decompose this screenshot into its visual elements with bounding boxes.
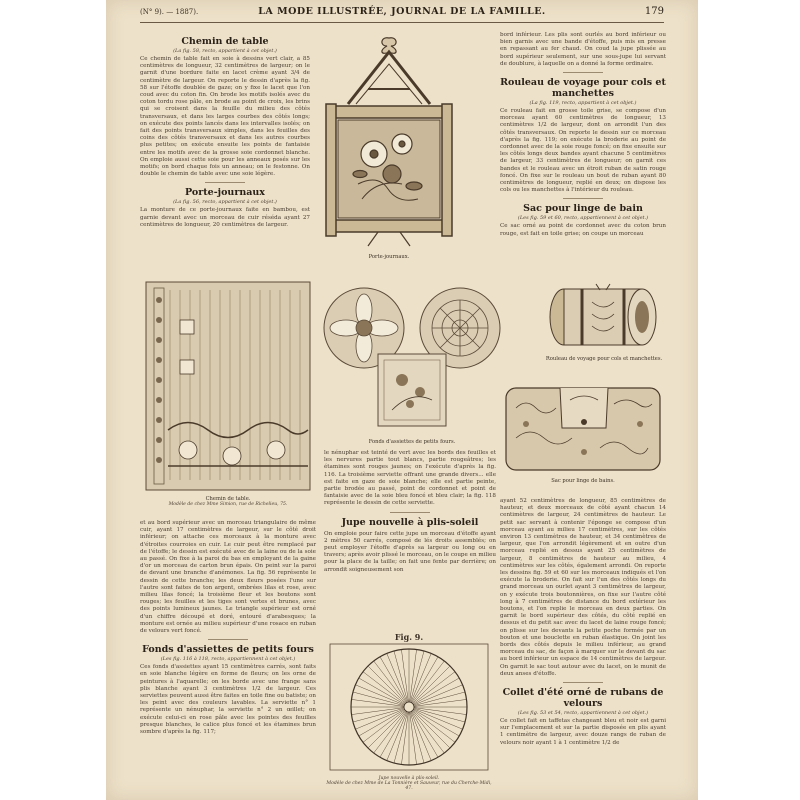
porte-journaux-subtitle: (La fig. 56, recto, appartient à cet objet.)	[173, 199, 277, 206]
sac-caption: Sac pour linge de bains.	[551, 478, 615, 484]
chemin-illustration	[140, 280, 316, 492]
pleat-line	[414, 708, 465, 722]
pleat-line	[413, 672, 455, 704]
pleat-line	[410, 651, 424, 702]
col3-lower	[500, 498, 666, 747]
fonds-text: Ces fonds d'assiettes ayant 15 centimètres carrés, sont faits en soie blanche légère en forme de fleurs; on les orne de peintures à l'aquarelle; on les borde avec une frange sans plis blanche ayant 3 centimètres 1/2 de largeur. Ces serviettes peuvent aussi être faites en toile fine ou batiste; on les peint avec des couleurs lavables. La serviette n° 1 représente un nénuphar, la serviette n° 2 un œillet; on exécute celui-ci en rose pâle avec les pointes des feuilles presque blanches, le calice plus foncé et les étamines brun sombre d'après la fig. 117;	[140, 664, 316, 736]
fig9-label: Fig. 9.	[394, 632, 424, 642]
pleat-line	[394, 651, 408, 702]
pleat-line	[412, 661, 444, 703]
pleat-line	[374, 661, 406, 703]
porte-journaux-continued-text: et au bord supérieur avec un morceau triangulaire de même cuir, ayant 17 centimètres de largeur, sur le côté droit inférieur; on attache ces morceaux à la monture avec d'étroites courroies en cuir. Le cuir peut être remplacé par de l'étoffe; le dessin est exécuté avec de la laine ou de la soie au passé. On fixe à la paroi du bas en employant de la gaine d'or un morceau de carton brun épais. On peint sur la paroi de devant une branche d'anémones. La fig. 56 représente le dessin de cette branche; les deux fleurs posées l'une sur l'autre sont faites de ton argent, ombrées lilas et rose, avec milieu lilas foncé; la troisième fleur et les boutons sont rouges; les feuilles et les tiges sont vertes et brunes, avec des points lumineux jaunes. Le triangle supérieur est orné d'un chiffre découpé et doré, entouré d'arabesques; la monture est ornée au milieu supérieur d'une rosace en ruban de velours vert foncé.	[140, 520, 316, 635]
pleat-line	[414, 692, 465, 706]
sac-continued-text: ayant 52 centimètres de longueur, 85 centimètres de hauteur, et deux morceaux de côté ayant chacun 14 centimètres de largeur, 24 centimètres de hauteur. Le petit sac servant à contenir l'éponge se compose d'un morceau ayant au milieu 17 centimètres, sur les côtés environ 13 centimètres de hauteur, et 34 centimètres de largeur, que l'on arrondit légèrement et en outre d'un morceau replié en dessus ayant 25 centimètres de largeur, 8 centimètres de hauteur au milieu, 4 centimètres sur les côtés, également arrondi. On reporte les dessins fig. 59 et 60 sur les morceaux indiqués et l'on exécute la broderie. On fait sur l'un des côtés longs du grand morceau un ourlet ayant 3 centimètres de largeur, on y exécute trois boutonnières, on fixe sur l'autre côté long à 7 centimètres de distance du bord extérieur les boutons, et l'on replie le morceau en deux parties. On garnit le bord supérieur des côtés, du côté replié en dessus et du petit sac avec du lacet de laine rouge foncé; on plisse sur les devants la petite poche formée par un bouton et une bouclette en ruban élastique. On joint les bords des côtés depuis le milieu inférieur, au grand morceau du sac, de façon à marquer sur le devant du sac au bord inférieur un espace de 14 centimètres de largeur. On garnit le sac tout autour avec du lacet, on le munit de deux anses d'étoffe.	[500, 498, 666, 677]
pleat-line	[412, 657, 439, 703]
fig9-figure	[324, 632, 494, 800]
divider	[208, 639, 248, 640]
pleat-line	[410, 712, 417, 765]
chemin-model-credit: Modèle de chez Mme Simion, rue de Richelieu, 75.	[168, 502, 288, 507]
pleat-line	[359, 678, 405, 705]
rouleau-caption: Rouleau de voyage pour cols et manchettes.	[545, 356, 663, 362]
pleat-line	[359, 710, 405, 737]
pleat-line	[380, 711, 407, 757]
pleat-line	[374, 711, 406, 753]
pleat-line	[413, 678, 459, 705]
pleat-line	[414, 708, 467, 715]
porte-journaux-text: La monture de ce porte-journaux faite en bambou, est garnie devant avec un morceau de cuir réséda ayant 27 centimètres de longueur, 20 centimètres de largeur.	[140, 207, 310, 228]
collet-subtitle: (Les fig. 53 et 54, recto, appartiennent à cet objet.)	[517, 710, 649, 717]
fonds-subtitle: (Les fig. 116 à 118, recto, appartiennent à cet objet.)	[160, 656, 296, 663]
fonds-title: Fonds d'assiettes de petits fours	[142, 644, 314, 656]
jupe-continued-text: bord inférieur. Les plis sont ourlés au bord inférieur ou bien garnis avec une bande d'étoffe, puis mis en presse en repassant au fer chaud. On coud la jupe plissée au bord supérieur seulement, sur une sous-jupe lui servant de doublure, à laquelle on a donné la forme ordinaire.	[500, 32, 666, 67]
rouleau-text: Ce rouleau fait en grosse toile grise, se compose d'un morceau ayant 60 centimètres de longueur, 13 centimètres 1/2 de largeur, dont on arrondit l'un des côtés transversaux. On reporte le dessin sur ce morceau d'après la fig. 119; on exécute la broderie au point de cordonnet avec de la soie rouge foncé; on fixe ensuite sur les côtés longs deux bandes ayant chacune 5 centimètres de largeur, 33 centimètres de longueur; on garnit ces bandes et le rouleau avec un étroit ruban de satin rouge foncé. On fixe sur le rouleau un bout de ruban ayant 80 centimètres de longueur, replié en deux; on dispose les cols ou les manchettes à l'intérieur du rouleau.	[500, 108, 666, 194]
pleat-line	[401, 649, 408, 702]
pleat-line	[394, 712, 408, 763]
jupe-text: On emploie pour faire cette jupe un morceau d'étoffe ayant 2 mètres 50 carrés, composé de lés droits assemblés; on peut employer l'étoffe d'après sa largeur ou long ou en travers; après avoir plissé le morceau, on le coupe en milieu pour la place de la taille; on fait une fente par derrière; on arrondit soigneusement son	[324, 530, 496, 573]
fig9-caption: Jupe nouvelle à plis-soleil.	[378, 776, 440, 781]
rouleau-title: Rouleau de voyage pour cols et manchettes	[500, 77, 666, 100]
pleat-line	[353, 692, 404, 706]
issue-number: (N° 9). — 1887).	[140, 8, 199, 16]
divider	[563, 72, 603, 73]
collet-text: Ce collet fait en taffetas changeant bleu et noir est garni sur l'emplacement et sur la partie disposée en plis ayant 1 centimètre de largeur, avec douze rangs de ruban de velours noir ayant 1 à 1 centimètre 1/2 de	[500, 718, 666, 746]
pleat-line	[351, 699, 404, 706]
pleat-line	[412, 711, 444, 753]
porte-journaux-title: Porte-journaux	[185, 187, 265, 199]
col2-middle	[324, 450, 496, 574]
fonds-continued-text: le nénuphar est teinté de vert avec les bords des feuilles et les nervures partie tout blancs, partie rougeâtres; les étamines sont rouges jaunes; on l'exécute d'après la fig. 116. La troisième serviette offrant une grande divers... elle est faite en gaze de soie blanche; elle est partie peinte, partie brodée au passé, point de cordonnet et point de fantaisie avec de la soie bleu foncé et bleu clair; la fig. 118 représente le dessin de cette serviette.	[324, 450, 496, 507]
porte-journaux-caption: Porte-journaux.	[368, 254, 410, 260]
sac-text: Ce sac orné au point de cordonnet avec du coton brun rouge, est fait en toile grise; on coupe un morceau	[500, 223, 666, 237]
chemin-subtitle: (La fig. 58, recto, appartient à cet objet.)	[173, 48, 277, 54]
chemin-title: Chemin de table	[181, 36, 269, 47]
jupe-title: Jupe nouvelle à plis-soleil	[341, 516, 479, 528]
rouleau-figure	[542, 282, 666, 376]
pleat-line	[401, 712, 408, 765]
pleat-line	[351, 708, 404, 715]
pleat-line	[414, 699, 467, 706]
page-header	[140, 6, 664, 23]
col3-top	[500, 32, 666, 238]
divider	[205, 182, 245, 183]
fonds-illustration	[322, 280, 502, 435]
pleat-line	[363, 710, 405, 742]
pleat-line	[413, 710, 459, 737]
rouleau-subtitle: (La fig. 119, recto, appartient à cet objet.)	[529, 100, 637, 107]
page-number: 179	[644, 6, 664, 17]
divider	[563, 682, 603, 683]
chemin-text: Ce chemin de table fait en soie à dessins vert clair, a 85 centimètres de longueur, 32 centimètres de largeur; on le garnit d'une bordure faite en lacet crème ayant 3/4 de centimètre de largeur. On reporte le dessin d'après la fig. 58 sur l'étoffe doublée de gaze; on y fixe le lacet que l'on coud avec du coton fin. On brode les motifs isolés avec du coton tordu rose pâle, en brode au point de croix, les brins qui se croisent dans la feuille du milieu des côtés transversaux, et dans les larges courbes des côtés longs; on exécute des points lancés dans les intervalles isolés; on fait des points transversaux simples, dans les feuilles des coins des côtés transversaux et dans les autres courbes plus petites; on exécute ensuite les points de fantaisie entre les motifs avec de la grosse soie cordonnet blanche. On emploie aussi cette soie pour les anneaux posés sur les motifs; on bord chaque fois un anneau; on le festonne. On double le chemin de table avec une soie légère.	[140, 56, 310, 178]
chemin-article	[140, 36, 310, 229]
pleat-line	[412, 711, 439, 757]
pleat-line	[410, 649, 417, 702]
sac-subtitle: (Les fig. 59 et 60, recto, appartiennent à cet objet.)	[517, 215, 649, 222]
fonds-caption: Fonds d'assiettes de petits fours.	[368, 439, 456, 445]
chemin-caption: Chemin de table.	[205, 496, 251, 502]
fig9-pleated-skirt-diagram	[324, 642, 494, 772]
pleat-line	[413, 710, 455, 742]
collet-title: Collet d'été orné de rubans de velours	[502, 687, 664, 710]
fonds-figure	[322, 280, 502, 445]
pleat-line	[380, 657, 407, 703]
pleat-line	[353, 708, 404, 722]
porte-journaux-illustration	[318, 34, 460, 250]
divider	[390, 512, 430, 513]
fig9-model-credit: Modèle de chez Mme de La Tonnière et Sauveur, rue du Cherche-Midi, 47.	[326, 781, 492, 791]
journal-title: LA MODE ILLUSTRÉE, JOURNAL DE LA FAMILLE.	[258, 6, 546, 17]
divider	[563, 198, 603, 199]
sac-figure	[500, 378, 666, 494]
sac-illustration	[500, 378, 666, 474]
sac-title: Sac pour linge de bain	[523, 203, 643, 215]
pleat-line	[363, 672, 405, 704]
magazine-page	[106, 0, 698, 800]
porte-journaux-figure	[318, 34, 460, 260]
rouleau-illustration	[542, 282, 666, 352]
col1-lower	[140, 520, 316, 736]
pleat-line	[410, 712, 424, 763]
chemin-figure	[140, 280, 316, 515]
